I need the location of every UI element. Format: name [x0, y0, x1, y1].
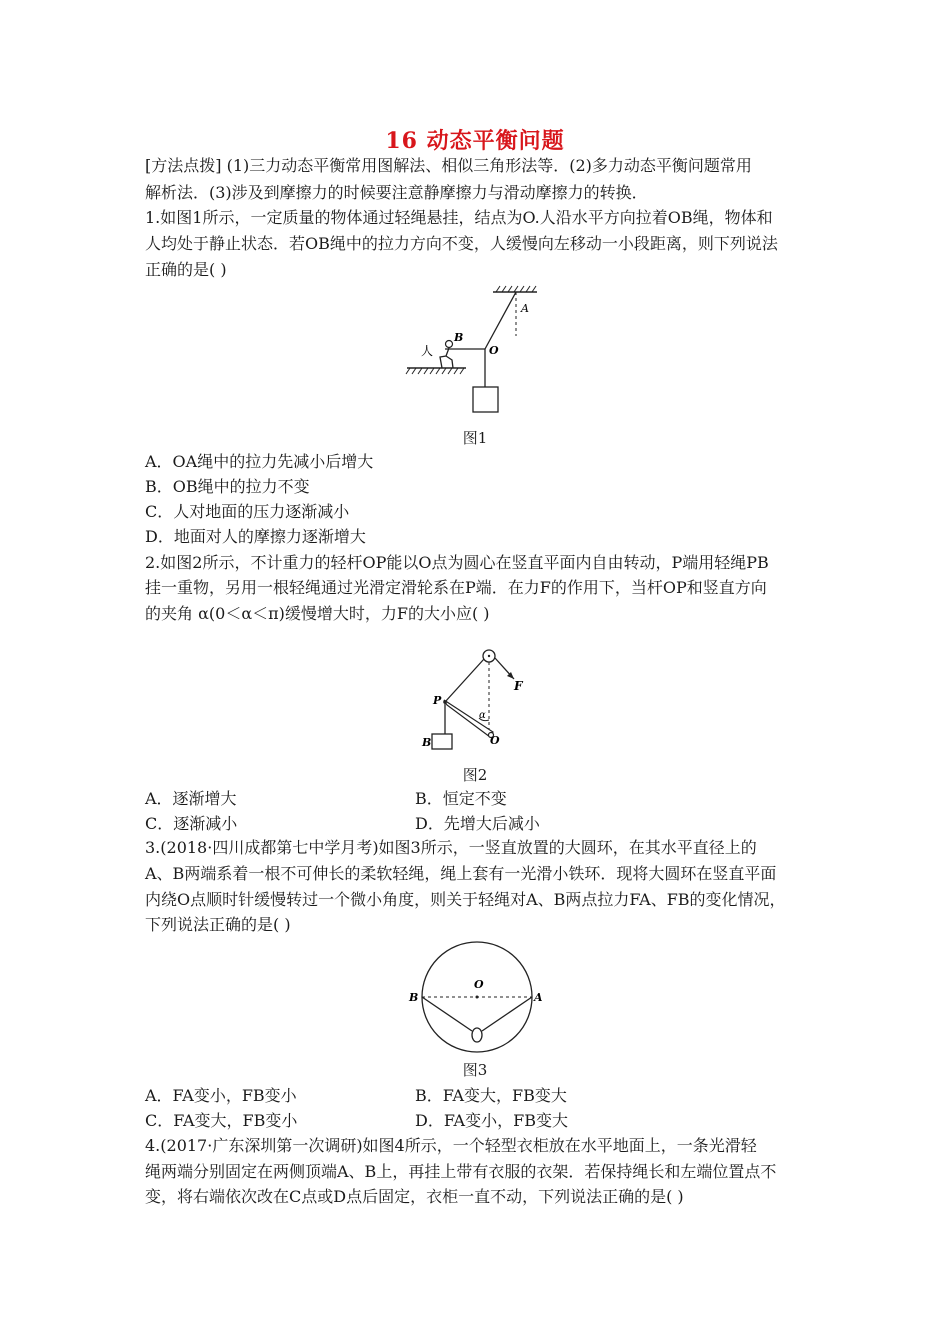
- fig1-label-o: O: [489, 344, 499, 357]
- q1-option-c: C．人对地面的压力逐渐减小: [145, 502, 350, 521]
- fig2-label-alpha: α: [479, 710, 486, 721]
- q4-stem-line-3: 变，将右端依次改在C点或D点后固定，衣柜一直不动，下列说法正确的是( ): [145, 1187, 684, 1206]
- q3-option-b: B．FA变大，FB变大: [415, 1086, 567, 1105]
- q4-stem-line-1: 4.(2017·广东深圳第一次调研)如图4所示，一个轻型衣柜放在水平地面上，一条光滑轻: [145, 1136, 757, 1155]
- q2-option-a: A．逐渐增大: [145, 789, 237, 808]
- fig3-label-b: B: [409, 991, 419, 1004]
- q1-option-d: D．地面对人的摩擦力逐渐增大: [145, 527, 366, 546]
- q3-stem-line-2: A、B两端系着一根不可伸长的柔软轻绳，绳上套有一光滑小铁环．现将大圆环在竖直平面: [145, 864, 777, 883]
- fig3-label-a: A: [534, 991, 543, 1004]
- q2-stem-line-2: 挂一重物，另用一根轻绳通过光滑定滑轮系在P端．在力F的作用下，当杆OP和竖直方向: [145, 578, 767, 597]
- q1-stem-line-2: 人均处于静止状态．若OB绳中的拉力方向不变，人缓慢向左移动一小段距离，则下列说法: [145, 234, 778, 253]
- q3-stem-line-4: 下列说法正确的是( ): [145, 915, 291, 934]
- q3-stem-line-3: 内绕O点顺时针缓慢转过一个微小角度，则关于轻绳对A、B两点拉力FA、FB的变化情况，: [145, 890, 786, 909]
- figure-2-diagram: [415, 636, 545, 758]
- intro-line-2: 解析法．(3)涉及到摩擦力的时候要注意静摩擦力与滑动摩擦力的转换．: [145, 183, 648, 202]
- q2-option-d: D．先增大后减小: [415, 814, 540, 833]
- figure-1-diagram: [400, 284, 550, 419]
- q1-option-a: A．OA绳中的拉力先减小后增大: [145, 452, 374, 471]
- fig1-label-person: 人: [421, 344, 434, 358]
- fig3-label-o: O: [474, 978, 484, 991]
- q2-stem-line-1: 2.如图2所示，不计重力的轻杆OP能以O点为圆心在竖直平面内自由转动，P端用轻绳PB: [145, 553, 769, 572]
- intro-line-1: [方法点拨] (1)三力动态平衡常用图解法、相似三角形法等．(2)多力动态平衡问题常用: [145, 156, 752, 175]
- q3-option-d: D．FA变小，FB变大: [415, 1111, 568, 1130]
- page-title: 16 动态平衡问题: [385, 128, 565, 154]
- q1-stem-line-3: 正确的是( ): [145, 260, 227, 279]
- q2-option-c: C．逐渐减小: [145, 814, 238, 833]
- fig1-label-b: B: [454, 331, 464, 344]
- q3-option-a: A．FA变小，FB变小: [145, 1086, 297, 1105]
- q1-stem-line-1: 1.如图1所示，一定质量的物体通过轻绳悬挂，结点为O.人沿水平方向拉着OB绳，物体和: [145, 208, 773, 227]
- figure-3-caption: 图3: [462, 1061, 488, 1079]
- fig2-label-b: B: [422, 736, 432, 749]
- q2-option-b: B．恒定不变: [415, 789, 507, 808]
- q2-stem-line-3: 的夹角 α(0＜α＜π)缓慢增大时，力F的大小应( ): [145, 604, 490, 623]
- figure-3-diagram: [405, 945, 545, 1055]
- fig1-label-a: A: [521, 302, 529, 315]
- q3-option-c: C．FA变大，FB变小: [145, 1111, 298, 1130]
- q4-stem-line-2: 绳两端分别固定在两侧顶端A、B上，再挂上带有衣服的衣架．若保持绳长和左端位置点不: [145, 1162, 777, 1181]
- q1-option-b: B．OB绳中的拉力不变: [145, 477, 310, 496]
- q3-stem-line-1: 3.(2018·四川成都第七中学月考)如图3所示，一竖直放置的大圆环，在其水平直径上的: [145, 838, 757, 857]
- figure-2-caption: 图2: [462, 766, 488, 784]
- fig2-label-p: P: [433, 694, 442, 707]
- figure-1-caption: 图1: [462, 429, 488, 447]
- fig2-label-f: F: [514, 679, 523, 693]
- fig2-label-o: O: [490, 734, 500, 747]
